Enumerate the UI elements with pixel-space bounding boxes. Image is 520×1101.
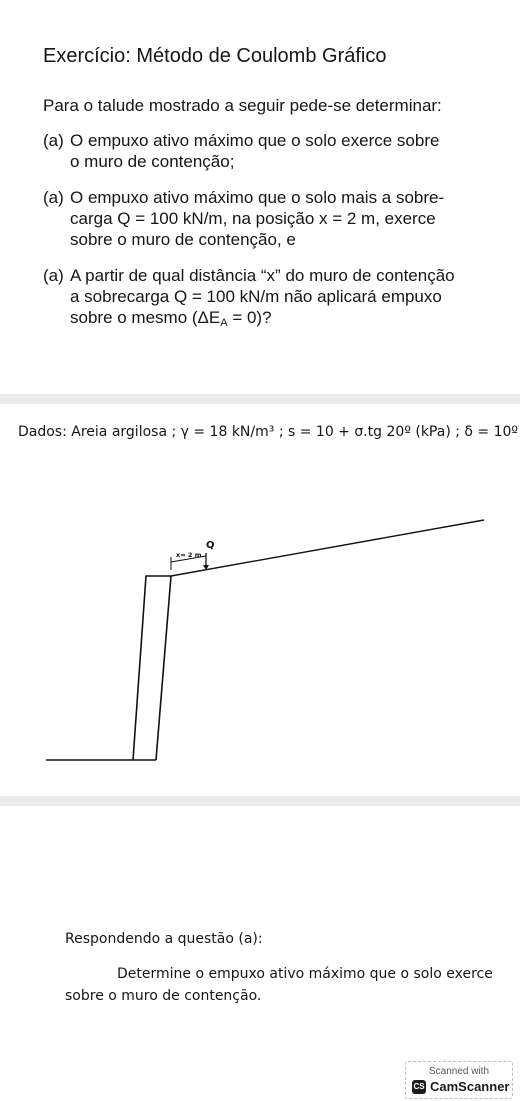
line-text: = 0)? [227, 308, 272, 327]
page-separator [0, 394, 520, 404]
question-item-3 [43, 265, 483, 328]
item-line: O empuxo ativo máximo que o solo exerce sobre [70, 131, 440, 150]
item-line: A partir de qual distância “x” do muro de contenção [70, 266, 455, 285]
line-text: sobre o mesmo (ΔE [70, 308, 221, 327]
item-label: (a) [43, 266, 64, 285]
item-line: sobre o muro de contenção, e [70, 230, 296, 249]
page-separator [0, 796, 520, 806]
camscanner-watermark [405, 1061, 513, 1099]
subscript-a: A [220, 317, 228, 329]
intro-text: Para o talude mostrado a seguir pede-se determinar: [43, 96, 442, 115]
item-line-with-subscript [70, 307, 483, 328]
slope-surface [171, 520, 484, 576]
slide-1 [0, 0, 520, 394]
item-line: a sobrecarga Q = 100 kN/m não aplicará empuxo [70, 287, 442, 306]
item-line: o muro de contenção; [70, 152, 235, 171]
answer-text-line: Determine o empuxo ativo máximo que o solo exerce [117, 966, 493, 982]
watermark-caption: Scanned with [428, 1066, 490, 1077]
camscanner-logo-icon: CS [412, 1080, 426, 1094]
answer-text-line: sobre o muro de contenção. [65, 988, 262, 1004]
item-label: (a) [43, 131, 64, 150]
item-line: O empuxo ativo máximo que o solo mais a sobre- [70, 188, 445, 207]
item-line: carga Q = 100 kN/m, na posição x = 2 m, exerce [70, 209, 436, 228]
watermark-brand: CamScanner [430, 1079, 510, 1094]
x-dimension-label: x= 2 m [176, 551, 202, 559]
question-item-2 [43, 187, 483, 250]
retaining-wall-diagram [0, 510, 520, 770]
answer-heading: Respondendo a questão (a): [65, 931, 263, 947]
load-q-label: Q [206, 540, 215, 551]
retaining-wall [133, 576, 171, 760]
exercise-title: Exercício: Método de Coulomb Gráfico [43, 45, 387, 67]
given-data: Dados: Areia argilosa ; γ = 18 kN/m³ ; s = 10 + σ.tg 20º (kPa) ; δ = 10º [18, 424, 519, 440]
item-label: (a) [43, 188, 64, 207]
question-item-1 [43, 130, 483, 172]
slide-3 [0, 806, 520, 1046]
